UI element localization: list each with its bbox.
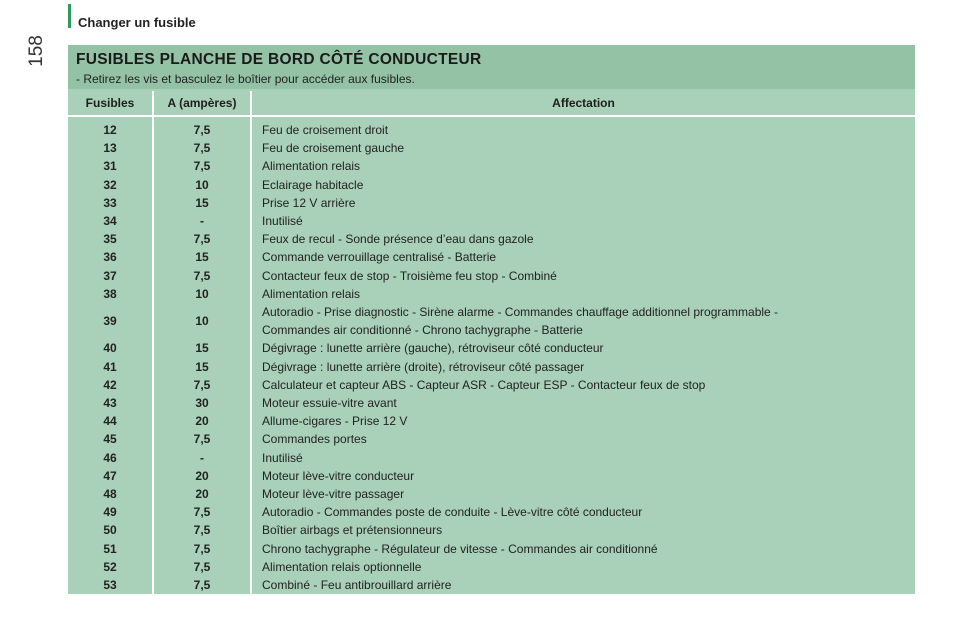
fuse-assignment <box>251 285 915 303</box>
table-row <box>68 449 915 467</box>
table-row <box>68 339 915 357</box>
table-row <box>68 212 915 230</box>
assignment-line: Prise 12 V arrière <box>262 195 356 210</box>
assignment-line: Allume-cigares - Prise 12 V <box>262 414 408 429</box>
assignment-line: Feu de croisement droit <box>262 123 389 137</box>
column-header-fuses: Fusibles <box>68 91 153 116</box>
assignment-line: Calculateur et capteur ABS - Capteur ASR - Capteur ESP - Contacteur feux de stop <box>262 377 706 392</box>
assignment-line: Commandes air conditionné - Chrono tachygraphe - Batterie <box>262 323 583 338</box>
fuse-panel <box>68 45 915 594</box>
column-header-assignment: Affectation <box>251 91 915 116</box>
fuse-number: 37 <box>103 268 117 283</box>
fuse-number: 31 <box>103 159 117 174</box>
fuse-amperage: 7,5 <box>153 430 251 448</box>
table-header-row <box>68 91 915 116</box>
assignment-line: Feux de recul - Sonde présence d’eau dans gazole <box>262 232 534 247</box>
fuse-number: 48 <box>103 487 117 502</box>
table-row <box>68 376 915 394</box>
fuse-number: 34 <box>103 214 117 229</box>
fuse-amperage: 15 <box>153 194 251 212</box>
fuse-amperage: 7,5 <box>153 230 251 248</box>
table-row <box>68 358 915 376</box>
table-row <box>68 521 915 539</box>
fuse-amperage: 7,5 <box>153 139 251 157</box>
fuse-amperage: 7,5 <box>153 157 251 175</box>
fuse-number: 51 <box>103 541 117 556</box>
table-row <box>68 576 915 594</box>
fuse-assignment <box>251 503 915 521</box>
assignment-line: Dégivrage : lunette arrière (gauche), rétroviseur côté conducteur <box>262 341 604 356</box>
table-row <box>68 157 915 175</box>
fuse-number: 47 <box>103 468 117 483</box>
fuse-number: 39 <box>103 314 117 329</box>
panel-title: FUSIBLES PLANCHE DE BORD CÔTÉ CONDUCTEUR <box>76 51 482 68</box>
fuse-number: 49 <box>103 505 117 520</box>
fuse-assignment <box>251 485 915 503</box>
fuse-amperage: 7,5 <box>153 503 251 521</box>
table-row <box>68 303 915 339</box>
panel-subtitle: - Retirez les vis et basculez le boîtier pour accéder aux fusibles. <box>76 72 415 86</box>
fuse-amperage: 15 <box>153 358 251 376</box>
fuse-amperage: 10 <box>153 176 251 194</box>
table-row <box>68 558 915 576</box>
fuse-assignment <box>251 576 915 594</box>
fuse-amperage: 7,5 <box>153 267 251 285</box>
fuse-assignment <box>251 521 915 539</box>
fuse-number: 42 <box>103 377 117 392</box>
fuse-amperage: 20 <box>153 412 251 430</box>
page-number: 158 <box>26 35 47 67</box>
assignment-line: Inutilisé <box>262 214 303 229</box>
fuse-assignment <box>251 230 915 248</box>
assignment-line: Chrono tachygraphe - Régulateur de vitesse - Commandes air conditionné <box>262 541 658 556</box>
table-row <box>68 540 915 558</box>
fuse-amperage: 7,5 <box>153 558 251 576</box>
fuse-table-body <box>68 116 915 594</box>
fuse-number: 12 <box>103 123 117 137</box>
column-header-amps: A (ampères) <box>153 91 251 116</box>
fuse-number: 36 <box>103 250 117 265</box>
fuse-assignment <box>251 376 915 394</box>
section-title: Changer un fusible <box>78 15 196 30</box>
fuse-number: 38 <box>103 286 117 301</box>
assignment-line: Eclairage habitacle <box>262 177 364 192</box>
fuse-amperage: 15 <box>153 339 251 357</box>
fuse-number: 35 <box>103 232 117 247</box>
assignment-line: Autoradio - Prise diagnostic - Sirène alarme - Commandes chauffage additionnel programmable - <box>262 305 779 320</box>
assignment-line: Combiné - Feu antibrouillard arrière <box>262 578 452 593</box>
fuse-assignment <box>251 212 915 230</box>
assignment-line: Feu de croisement gauche <box>262 141 405 156</box>
table-row <box>68 394 915 412</box>
fuse-assignment <box>251 303 915 339</box>
table-row <box>68 467 915 485</box>
assignment-line: Alimentation relais optionnelle <box>262 559 422 574</box>
assignment-line: Commande verrouillage centralisé - Batterie <box>262 250 497 265</box>
assignment-line: Boîtier airbags et prétensionneurs <box>262 523 443 538</box>
fuse-assignment <box>251 358 915 376</box>
table-row <box>68 248 915 266</box>
fuse-assignment <box>251 558 915 576</box>
fuse-amperage: 15 <box>153 248 251 266</box>
fuse-number: 32 <box>103 177 117 192</box>
fuse-amperage: 10 <box>153 303 251 339</box>
fuse-amperage: 7,5 <box>153 376 251 394</box>
section-accent-bar <box>68 4 71 28</box>
fuse-assignment <box>251 394 915 412</box>
fuse-assignment <box>251 248 915 266</box>
table-row <box>68 285 915 303</box>
panel-header <box>68 45 915 89</box>
table-row <box>68 412 915 430</box>
fuse-amperage: 10 <box>153 285 251 303</box>
fuse-number: 50 <box>103 523 117 538</box>
fuse-number: 43 <box>103 396 117 411</box>
table-row <box>68 267 915 285</box>
table-row <box>68 194 915 212</box>
fuse-amperage: 20 <box>153 467 251 485</box>
table-row <box>68 116 915 139</box>
assignment-line: Moteur essuie-vitre avant <box>262 396 397 411</box>
assignment-line: Moteur lève-vitre conducteur <box>262 468 415 483</box>
fuse-number: 45 <box>103 432 117 447</box>
fuse-assignment <box>251 339 915 357</box>
fuse-assignment <box>251 412 915 430</box>
assignment-line: Commandes portes <box>262 432 367 447</box>
assignment-line: Dégivrage : lunette arrière (droite), rétroviseur côté passager <box>262 359 585 374</box>
table-row <box>68 230 915 248</box>
fuse-assignment <box>251 449 915 467</box>
fuse-assignment <box>251 540 915 558</box>
assignment-line: Autoradio - Commandes poste de conduite - Lève-vitre côté conducteur <box>262 505 643 520</box>
fuse-number: 41 <box>103 359 117 374</box>
fuse-assignment <box>251 267 915 285</box>
fuse-amperage: - <box>153 449 251 467</box>
fuse-assignment <box>251 467 915 485</box>
assignment-line: Alimentation relais <box>262 159 361 174</box>
table-row <box>68 176 915 194</box>
fuse-amperage: 7,5 <box>153 116 251 139</box>
assignment-line: Alimentation relais <box>262 286 361 301</box>
fuse-number: 33 <box>103 195 117 210</box>
fuse-amperage: 7,5 <box>153 521 251 539</box>
fuse-amperage: 7,5 <box>153 576 251 594</box>
fuse-amperage: 20 <box>153 485 251 503</box>
fuse-number: 40 <box>103 341 117 356</box>
fuse-number: 53 <box>103 578 117 593</box>
fuse-assignment <box>251 139 915 157</box>
fuse-assignment <box>251 194 915 212</box>
fuse-amperage: 30 <box>153 394 251 412</box>
fuse-assignment <box>251 430 915 448</box>
table-row <box>68 430 915 448</box>
assignment-line: Contacteur feux de stop - Troisième feu stop - Combiné <box>262 268 557 283</box>
table-row <box>68 139 915 157</box>
fuse-number: 13 <box>103 141 117 156</box>
fuse-assignment <box>251 157 915 175</box>
assignment-line: Moteur lève-vitre passager <box>262 487 405 502</box>
table-row <box>68 503 915 521</box>
fuse-assignment <box>251 116 915 139</box>
fuse-number: 46 <box>103 450 117 465</box>
fuse-number: 52 <box>103 559 117 574</box>
fuse-amperage: 7,5 <box>153 540 251 558</box>
table-row <box>68 485 915 503</box>
fuse-number: 44 <box>103 414 117 429</box>
assignment-line: Inutilisé <box>262 450 303 465</box>
fuse-assignment <box>251 176 915 194</box>
fuse-amperage: - <box>153 212 251 230</box>
fuse-table <box>68 91 915 594</box>
